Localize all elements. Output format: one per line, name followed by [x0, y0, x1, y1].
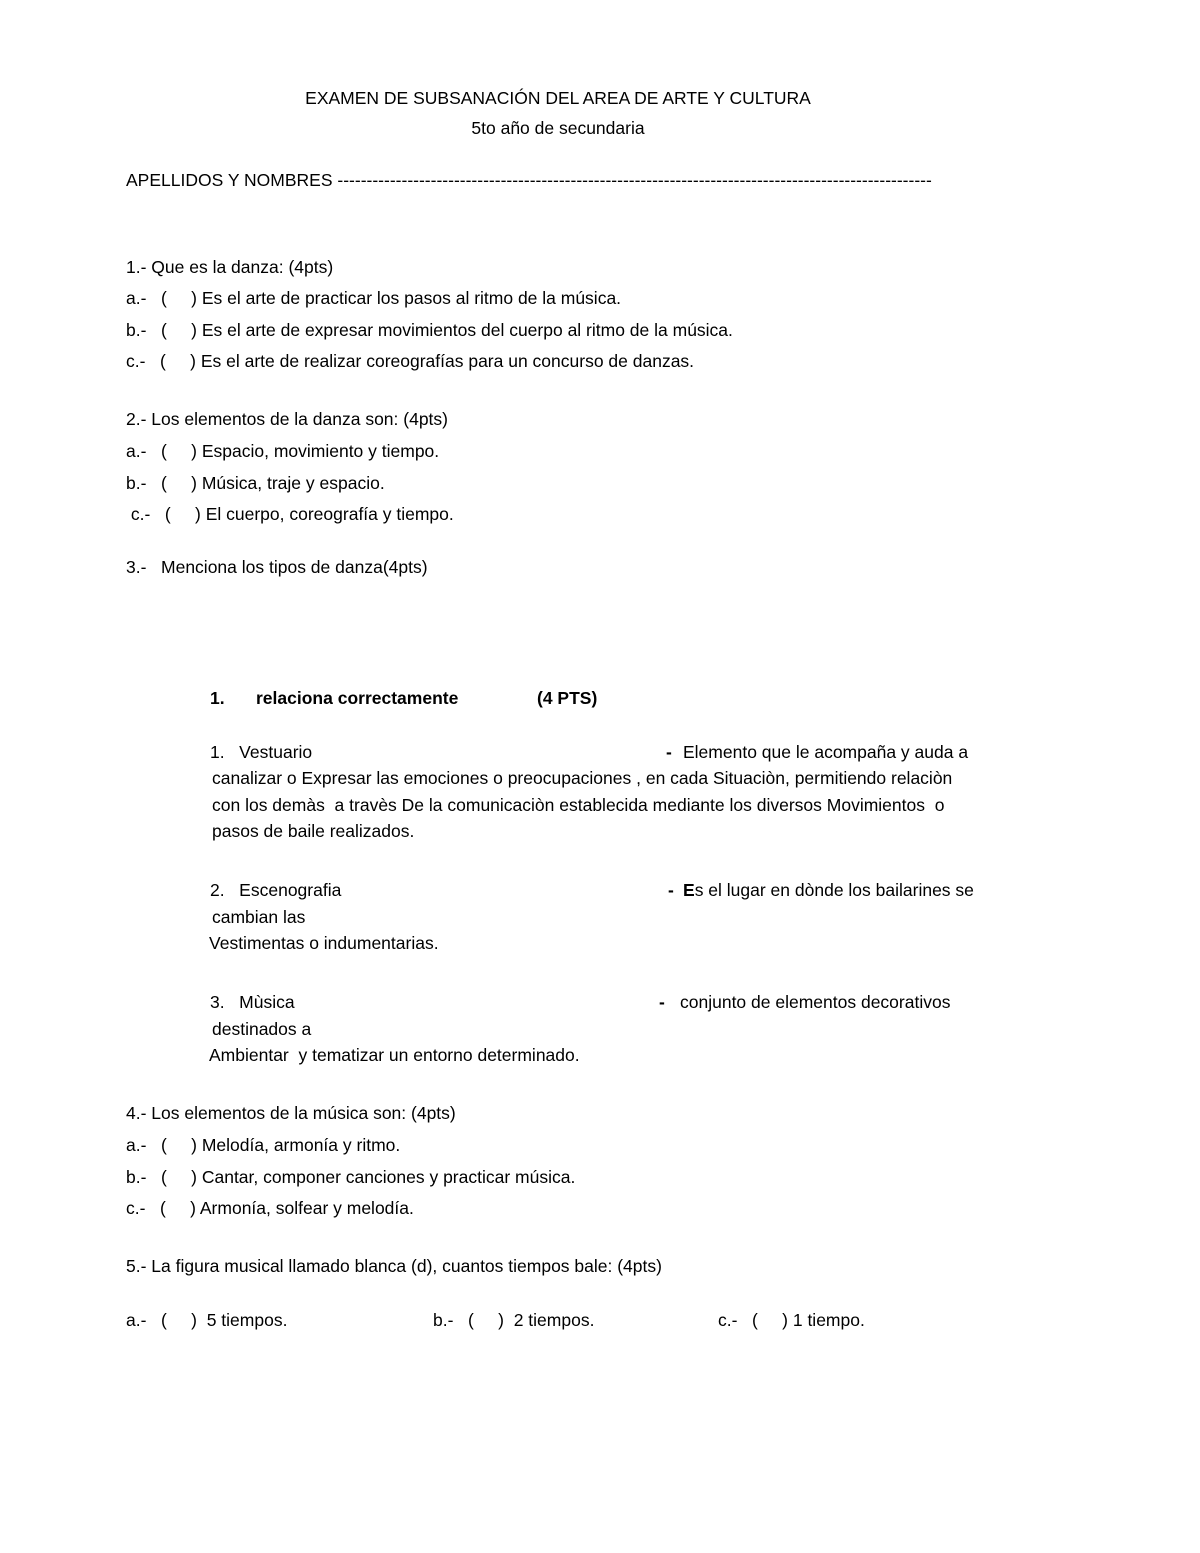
q4-option-a: a.- ( ) Melodía, armonía y ritmo. [126, 1135, 401, 1155]
q5-prompt: 5.- La figura musical llamado blanca (d), cuantos tiempos bale: (4pts) [126, 1256, 662, 1276]
relate-item-1-cont-3: pasos de baile realizados. [212, 821, 415, 841]
relate-item-3-cont-1: destinados a [212, 1019, 312, 1039]
q1-option-b: b.- ( ) Es el arte de expresar movimientos del cuerpo al ritmo de la música. [126, 320, 733, 340]
q5-option-a: a.- ( ) 5 tiempos. [126, 1310, 288, 1330]
exam-title: EXAMEN DE SUBSANACIÓN DEL AREA DE ARTE Y CULTURA [305, 88, 811, 108]
q2-option-b: b.- ( ) Música, traje y espacio. [126, 473, 385, 493]
relate-item-2-initial: E [683, 880, 695, 900]
relate-item-3-cont-2: Ambientar y tematizar un entorno determinado. [209, 1045, 580, 1065]
relate-item-2-definition [683, 879, 974, 901]
relate-item-1-dash: - [666, 742, 672, 762]
relate-item-2-dash: - [668, 880, 674, 900]
name-label: APELLIDOS Y NOMBRES [126, 170, 338, 190]
q2-option-c: c.- ( ) El cuerpo, coreografía y tiempo. [126, 504, 454, 524]
relate-title: relaciona correctamente [256, 688, 459, 708]
q1-prompt: 1.- Que es la danza: (4pts) [126, 257, 334, 277]
exam-subtitle: 5to año de secundaria [471, 118, 645, 138]
q4-option-c: c.- ( ) Armonía, solfear y melodía. [126, 1198, 414, 1218]
q4-prompt: 4.- Los elementos de la música son: (4pts) [126, 1103, 456, 1123]
relate-item-3-definition: conjunto de elementos decorativos [680, 992, 951, 1012]
relate-item-2-term: 2. Escenografia [210, 880, 342, 900]
relate-item-1-cont-1: canalizar o Expresar las emociones o preocupaciones , en cada Situaciòn, permitiendo relaciòn [212, 768, 953, 788]
q4-option-b: b.- ( ) Cantar, componer canciones y practicar música. [126, 1167, 576, 1187]
relate-points: (4 PTS) [537, 688, 598, 708]
q5-option-b: b.- ( ) 2 tiempos. [433, 1310, 595, 1330]
relate-number: 1. [210, 688, 225, 708]
q3-prompt: 3.- Menciona los tipos de danza(4pts) [126, 557, 428, 577]
relate-item-1-cont-2: con los demàs a travès De la comunicaciòn establecida mediante los diversos Movimientos o [212, 795, 945, 815]
relate-item-3-dash: - [659, 992, 665, 1012]
relate-item-2-rest: s el lugar en dònde los bailarines se [694, 880, 974, 900]
q2-option-a: a.- ( ) Espacio, movimiento y tiempo. [126, 441, 440, 461]
q5-option-c: c.- ( ) 1 tiempo. [718, 1310, 865, 1330]
name-dashes: ------------------------------------------------------------------------------------------------------ [337, 170, 932, 190]
name-line [126, 169, 932, 191]
q1-option-c: c.- ( ) Es el arte de realizar coreografías para un concurso de danzas. [126, 351, 695, 371]
q1-option-a: a.- ( ) Es el arte de practicar los pasos al ritmo de la música. [126, 288, 622, 308]
relate-item-2-cont-1: cambian las [212, 907, 306, 927]
relate-item-1-definition: Elemento que le acompaña y auda a [683, 742, 969, 762]
q2-prompt: 2.- Los elementos de la danza son: (4pts) [126, 409, 448, 429]
relate-item-1-term: 1. Vestuario [210, 742, 313, 762]
relate-item-2-cont-2: Vestimentas o indumentarias. [209, 933, 439, 953]
relate-item-3-term: 3. Mùsica [210, 992, 295, 1012]
